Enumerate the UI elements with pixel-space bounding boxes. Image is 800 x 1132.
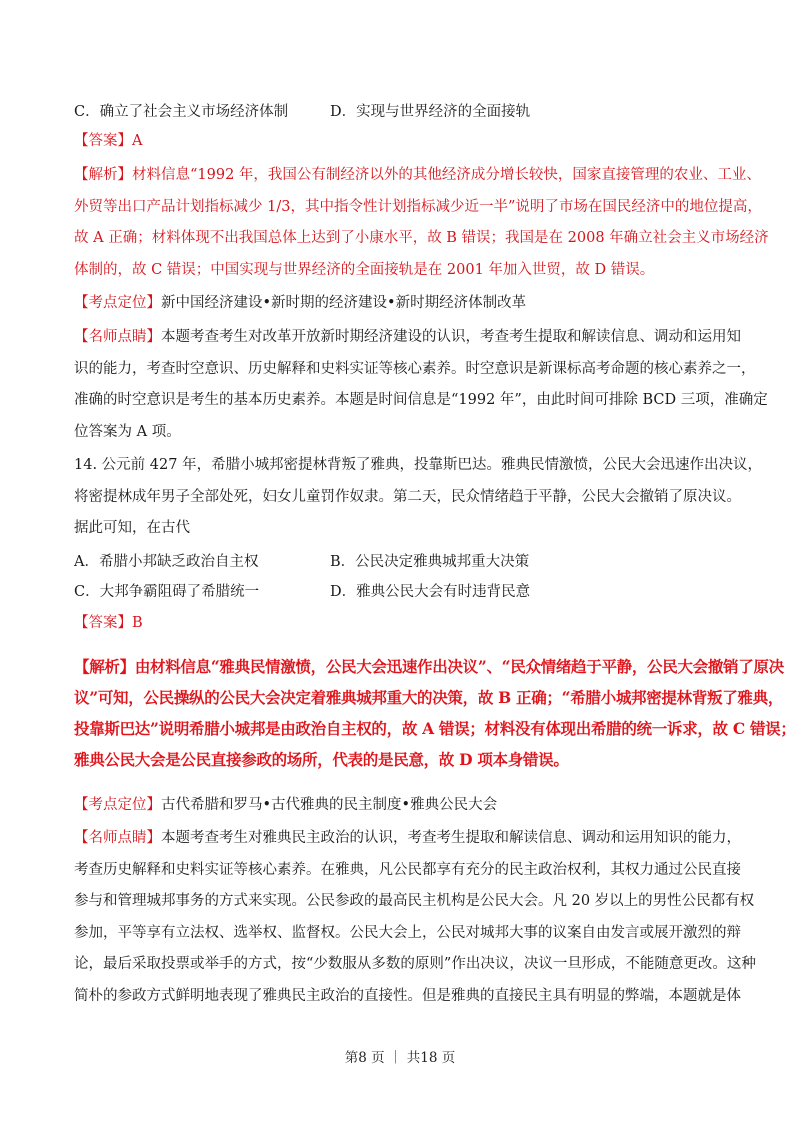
question-line: 据此可知，在古代	[74, 520, 190, 536]
analysis-13	[74, 160, 769, 286]
mingshi-tag: 【名师点睛】	[74, 329, 161, 345]
analysis-line: 故 A 正确；材料体现不出我国总体上达到了小康水平，故 B 错误；我国是在 2008 年确立社会主义市场经济	[74, 230, 769, 246]
analysis-line: 由材料信息“雅典民情激愤，公民大会迅速作出决议”、“民众情绪趋于平静，公民大会撤销了原决	[134, 657, 784, 676]
option-d: D．雅典公民大会有时违背民意	[330, 584, 531, 600]
mingshi-13	[74, 322, 768, 448]
analysis-line: 投靠斯巴达”说明希腊小城邦是由政治自主权的，故 A 错误；材料没有体现出希腊的统一诉求，故 C 错误；	[74, 719, 796, 738]
mingshi-line: 准确的时空意识是考生的基本历史素养。本题是时间信息是“1992 年”，由此时间可排除 BCD 三项，准确定	[74, 392, 768, 408]
mingshi-line: 位答案为 A 项。	[74, 423, 181, 440]
option-d: D．实现与世界经济的全面接轨	[330, 104, 531, 120]
option-c: C．确立了社会主义市场经济体制	[74, 104, 289, 120]
kaodian-tag: 【考点定位】	[74, 295, 161, 311]
mingshi-line: 参加，平等享有立法权、选举权、监督权。公民大会上，公民对城邦大事的议案自由发言或展开激烈的辩	[74, 924, 741, 941]
prev-options-row	[74, 98, 734, 126]
question-line: 14. 公元前 427 年，希腊小城邦密提林背叛了雅典，投靠斯巴达。雅典民情激愤，公民大会迅速作出决议，	[74, 457, 763, 473]
q14-options-row-1	[74, 548, 734, 576]
kaodian-13	[74, 288, 734, 320]
option-c: C．大邦争霸阻碍了希腊统一	[74, 584, 260, 600]
answer-tag: 【答案】	[74, 615, 132, 631]
mingshi-line: 简朴的参政方式鲜明地表现了雅典民主政治的直接性。但是雅典的直接民主具有明显的弊端，本题就是体	[74, 987, 741, 1004]
mingshi-line: 论，最后采取投票或举手的方式，按“少数服从多数的原则”作出决议，决议一旦形成，不能随意更改。这种	[74, 956, 756, 972]
analysis-line: 雅典公民大会是公民直接参政的场所，代表的是民意，故 D 项本身错误。	[74, 750, 569, 769]
answer-13	[74, 126, 734, 158]
mingshi-tag: 【名师点睛】	[74, 830, 161, 846]
kaodian-text: 古代希腊和罗马•古代雅典的民主制度•雅典公民大会	[161, 797, 498, 813]
answer-tag: 【答案】	[74, 133, 132, 149]
answer-value: A	[132, 133, 143, 149]
mingshi-line: 参与和管理城邦事务的方式来实现。公民参政的最高民主机构是公民大会。凡 20 岁以上的男性公民都有权	[74, 893, 755, 909]
option-b: B．公民决定雅典城邦重大决策	[330, 554, 530, 570]
mingshi-line: 本题考查考生对改革开放新时期经济建设的认识，考查考生提取和解读信息、调动和运用知	[161, 329, 741, 345]
answer-value: B	[132, 615, 143, 631]
kaodian-14	[74, 790, 734, 822]
page-footer: 第8 页 ｜ 共18 页	[344, 1050, 456, 1066]
q14-options-row-2	[74, 578, 734, 606]
mingshi-14	[74, 823, 756, 1012]
analysis-tag: 【解析】	[74, 657, 135, 676]
faint-watermark: ⠀	[597, 758, 611, 774]
analysis-line: 外贸等出口产品计划指标减少 1/3，其中指令性计划指标减少近一半”说明了市场在国民经济中的地位提高，	[74, 198, 762, 215]
answer-14	[74, 608, 734, 640]
option-a: A．希腊小邦缺乏政治自主权	[74, 554, 259, 570]
analysis-tag: 【解析】	[74, 167, 132, 183]
analysis-line: 体制的，故 C 错误；中国实现与世界经济的全面接轨是在 2001 年加入世贸，故 D 错误。	[74, 261, 655, 278]
mingshi-line: 本题考查考生对雅典民主政治的认识，考查考生提取和解读信息、调动和运用知识的能力，	[161, 830, 741, 846]
analysis-line: 材料信息“1992 年，我国公有制经济以外的其他经济成分增长较快，国家直接管理的农业、工业、	[132, 167, 761, 183]
analysis-line: 议”可知，公民操纵的公民大会决定着雅典城邦重大的决策，故 B 正确；“希腊小城邦密提林背叛了雅典，	[74, 688, 784, 707]
kaodian-text: 新中国经济建设•新时期的经济建设•新时期经济体制改革	[161, 295, 527, 311]
mingshi-line: 考查历史解释和史料实证等核心素养。在雅典，凡公民都享有充分的民主政治权利，其权力通过公民直接	[74, 861, 741, 878]
question-line: 将密提林成年男子全部处死，妇女儿童罚作奴隶。第二天，民众情绪趋于平静，公民大会撤销了原决议。	[74, 488, 741, 505]
question-14	[74, 450, 763, 545]
kaodian-tag: 【考点定位】	[74, 797, 161, 813]
mingshi-line: 识的能力，考查时空意识、历史解释和史料实证等核心素养。时空意识是新课标高考命题的核心素养之一，	[74, 360, 756, 377]
